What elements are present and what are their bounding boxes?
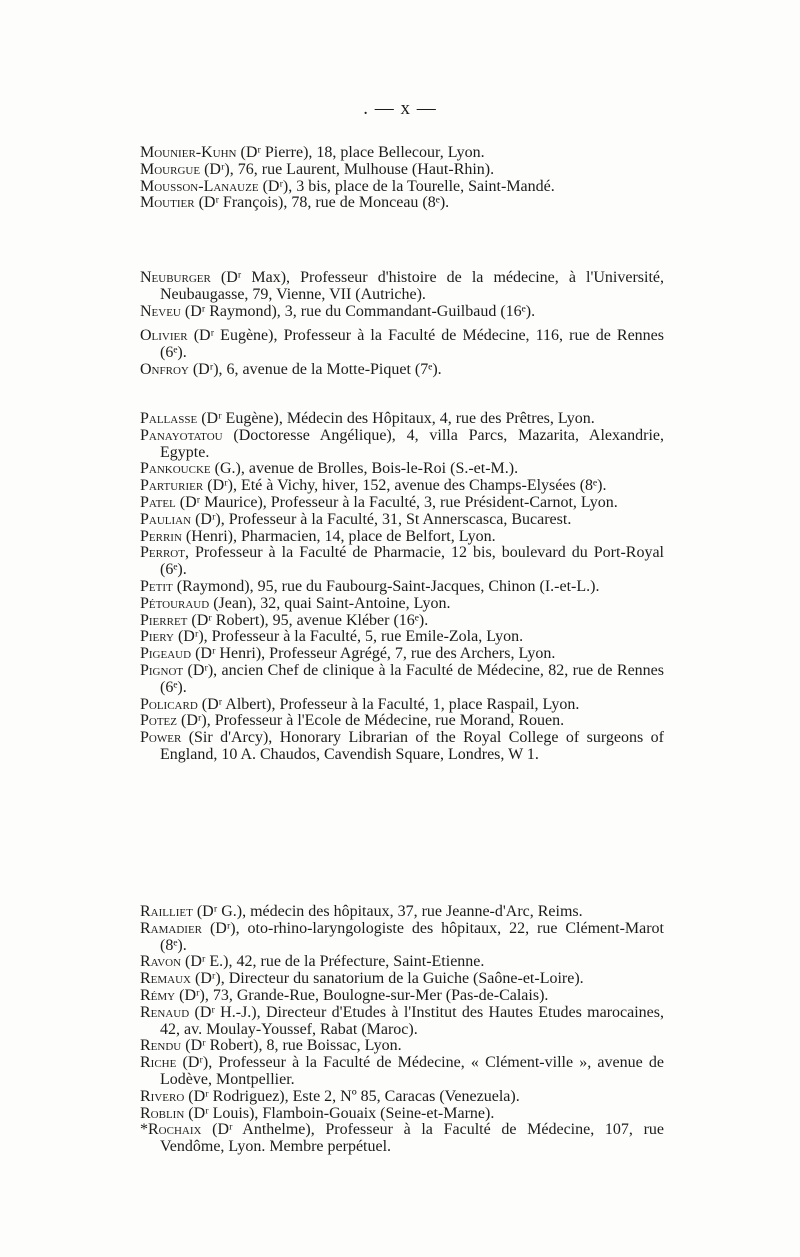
directory-entry (140, 270, 664, 304)
entry-details: (Dʳ Robert), 95, avenue Kléber (16ᵉ). (187, 611, 429, 629)
entry-name: Pignot (140, 661, 184, 679)
entry-details: (Dʳ), Professeur à l'Ecole de Médecine, rue Morand, Rouen. (177, 712, 565, 730)
entry-details: (Dʳ), 73, Grande-Rue, Boulogne-sur-Mer (Pas-de-Calais). (175, 986, 549, 1004)
directory-entry (140, 495, 664, 512)
entry-name: Patel (140, 493, 176, 511)
directory-entry (140, 1005, 664, 1039)
entry-name: Mourgue (140, 160, 201, 178)
entry-name: Riche (140, 1054, 177, 1072)
entry-details: (Dʳ), 3 bis, place de la Tourelle, Saint-Mandé. (258, 177, 555, 195)
entry-name: Perrin (140, 527, 182, 545)
entry-details: (Dʳ), ancien Chef de clinique à la Faculté de Médecine, 82, rue de Rennes (6ᵉ). (160, 661, 664, 696)
directory-entry (140, 411, 664, 428)
entry-name: Pallasse (140, 410, 198, 427)
directory-entry (140, 461, 664, 478)
entry-details: (Doctoresse Angélique), 4, villa Parcs, Mazarita, Alexandrie, Egypte. (160, 426, 664, 461)
directory-entry (140, 1038, 664, 1055)
entry-details: (Dʳ Raymond), 3, rue du Commandant-Guilbaud (16ᵉ). (180, 302, 536, 320)
directory-entry (140, 921, 664, 955)
entry-group-n (140, 270, 664, 320)
directory-entry (140, 596, 664, 613)
entry-details: (Dʳ H.-J.), Directeur d'Etudes à l'Institut des Hautes Etudes marocaines, 42, av. Moulay-Youssef, Rabat (Maroc). (160, 1003, 664, 1038)
entry-name: Olivier (140, 327, 188, 344)
entry-name: Rivero (140, 1087, 185, 1105)
entry-name: Neuburger (140, 269, 211, 286)
entry-details: (Dʳ E.), 42, rue de la Préfecture, Saint-Etienne. (181, 953, 485, 971)
directory-entry (140, 179, 664, 196)
directory-entry (140, 613, 664, 630)
directory-entry (140, 988, 664, 1005)
directory-entry (140, 663, 664, 697)
entry-name: Remaux (140, 970, 192, 988)
directory-entry (140, 1089, 664, 1106)
entry-name: Rendu (140, 1037, 182, 1055)
entry-name: Piery (140, 628, 174, 646)
entry-details: (Dʳ), Directeur du sanatorium de la Guiche (Saône-et-Loire). (191, 970, 584, 988)
entry-name: Rémy (140, 986, 176, 1004)
entry-details: (Dʳ Eugène), Professeur à la Faculté de Médecine, 116, rue de Rennes (6ᵉ). (160, 327, 664, 361)
entry-details: (Dʳ), Eté à Vichy, hiver, 152, avenue des Champs-Elysées (8ᵉ). (203, 477, 607, 495)
entry-name: Pierret (140, 611, 188, 629)
directory-entry (140, 1055, 664, 1089)
entry-details: (Dʳ Louis), Flamboin-Gouaix (Seine-et-Marne). (184, 1104, 495, 1122)
directory-entry (140, 1122, 664, 1156)
directory-entry (140, 529, 664, 546)
directory-entry (140, 971, 664, 988)
entry-details: (Dʳ), Professeur à la Faculté de Médecine, « Clément-ville », avenue de Lodève, Montpellier. (160, 1054, 664, 1088)
page-number: . — x — (363, 98, 437, 119)
entry-name: Pankoucke (140, 460, 211, 478)
entry-name: Mousson-Lanauze (140, 177, 259, 195)
entry-group-o (140, 328, 664, 378)
entry-name: Neveu (140, 302, 181, 320)
entry-details: (Dʳ François), 78, rue de Monceau (8ᵉ). (194, 194, 450, 212)
entry-name: Potez (140, 712, 177, 730)
entry-name: Policard (140, 695, 198, 713)
entry-details: (G.), avenue de Brolles, Bois-le-Roi (S.-et-M.). (210, 460, 519, 478)
directory-entry (140, 362, 664, 379)
directory-entry (140, 478, 664, 495)
entry-name: Mounier-Kuhn (140, 144, 237, 161)
directory-entry (140, 428, 664, 462)
entry-details: (Dʳ Henri), Professeur Agrégé, 7, rue des Archers, Lyon. (191, 645, 556, 663)
entry-group-p (140, 411, 664, 764)
directory-entry (140, 904, 664, 921)
entry-details: (Dʳ), Professeur à la Faculté, 5, rue Emile-Zola, Lyon. (173, 628, 524, 646)
directory-entry (140, 195, 664, 212)
entry-details: (Dʳ Robert), 8, rue Boissac, Lyon. (181, 1037, 402, 1055)
entry-details: (Dʳ Eugène), Médecin des Hôpitaux, 4, rue des Prêtres, Lyon. (197, 410, 595, 427)
entry-name: Ravon (140, 953, 182, 971)
entry-name: Panayotatou (140, 426, 223, 444)
entry-name: Onfroy (140, 360, 189, 378)
directory-entry (140, 646, 664, 663)
entry-name: Pigeaud (140, 645, 192, 663)
entry-name: Pétouraud (140, 594, 210, 612)
entry-details: (Dʳ Max), Professeur d'histoire de la médecine, à l'Université, Neubaugasse, 79, Vienne, VII (Autriche). (160, 269, 664, 303)
entry-name: Ramadier (140, 919, 203, 937)
entry-name: Railliet (140, 903, 193, 920)
entry-details: (Dʳ Maurice), Professeur à la Faculté, 3, rue Président-Carnot, Lyon. (175, 493, 618, 511)
entry-details: (Dʳ Pierre), 18, place Bellecour, Lyon. (236, 144, 485, 161)
directory-entry (140, 954, 664, 971)
entry-group-m (140, 145, 664, 212)
entry-details: (Dʳ), oto-rhino-laryngologiste des hôpitaux, 22, rue Clément-Marot (8ᵉ). (160, 919, 664, 954)
directory-entry (140, 629, 664, 646)
entry-details: (Dʳ), 6, avenue de la Motte-Piquet (7ᵉ). (188, 360, 442, 378)
entry-details: (Raymond), 95, rue du Faubourg-Saint-Jacques, Chinon (I.-et-L.). (172, 577, 600, 595)
entry-name: Renaud (140, 1003, 190, 1021)
entry-name: Power (140, 729, 182, 747)
entry-details: (Sir d'Arcy), Honorary Librarian of the Royal College of surgeons of England, 10 A. Chaudos, Cavendish Square, Londres, W 1. (160, 729, 664, 763)
directory-entry (140, 512, 664, 529)
entry-details: (Dʳ Anthelme), Professeur à la Faculté de Médecine, 107, rue Vendôme, Lyon. Membre perpétuel. (160, 1121, 664, 1156)
directory-entry (140, 579, 664, 596)
entry-details: (Dʳ Albert), Professeur à la Faculté, 1, place Raspail, Lyon. (197, 695, 580, 713)
entry-name: Paulian (140, 510, 192, 528)
directory-entry (140, 713, 664, 730)
entry-name: Moutier (140, 194, 195, 212)
entry-details: (Dʳ Rodriguez), Este 2, Nº 85, Caracas (Venezuela). (184, 1087, 520, 1105)
directory-entry (140, 545, 664, 579)
entry-details: (Jean), 32, quai Saint-Antoine, Lyon. (209, 594, 451, 612)
entry-name: Parturier (140, 477, 204, 495)
entry-details: (Dʳ), Professeur à la Faculté, 31, St Annerscasca, Bucarest. (191, 510, 572, 528)
entry-name: *Rochaix (140, 1121, 202, 1139)
entry-details: (Dʳ), 76, rue Laurent, Mulhouse (Haut-Rhin). (200, 160, 495, 178)
entry-details: , Professeur à la Faculté de Pharmacie, 12 bis, boulevard du Port-Royal (6ᵉ). (160, 544, 664, 579)
entry-name: Perrot (140, 544, 185, 562)
directory-entry (140, 304, 664, 321)
entry-group-r (140, 904, 664, 1156)
directory-entry (140, 1106, 664, 1123)
directory-entry (140, 162, 664, 179)
entry-details: (Henri), Pharmacien, 14, place de Belfort, Lyon. (181, 527, 496, 545)
entry-name: Roblin (140, 1104, 185, 1122)
directory-entry (140, 145, 664, 162)
directory-entry (140, 730, 664, 764)
entry-name: Petit (140, 577, 173, 595)
directory-entry (140, 697, 664, 714)
entry-details: (Dʳ G.), médecin des hôpitaux, 37, rue Jeanne-d'Arc, Reims. (192, 903, 583, 920)
directory-entry (140, 328, 664, 362)
